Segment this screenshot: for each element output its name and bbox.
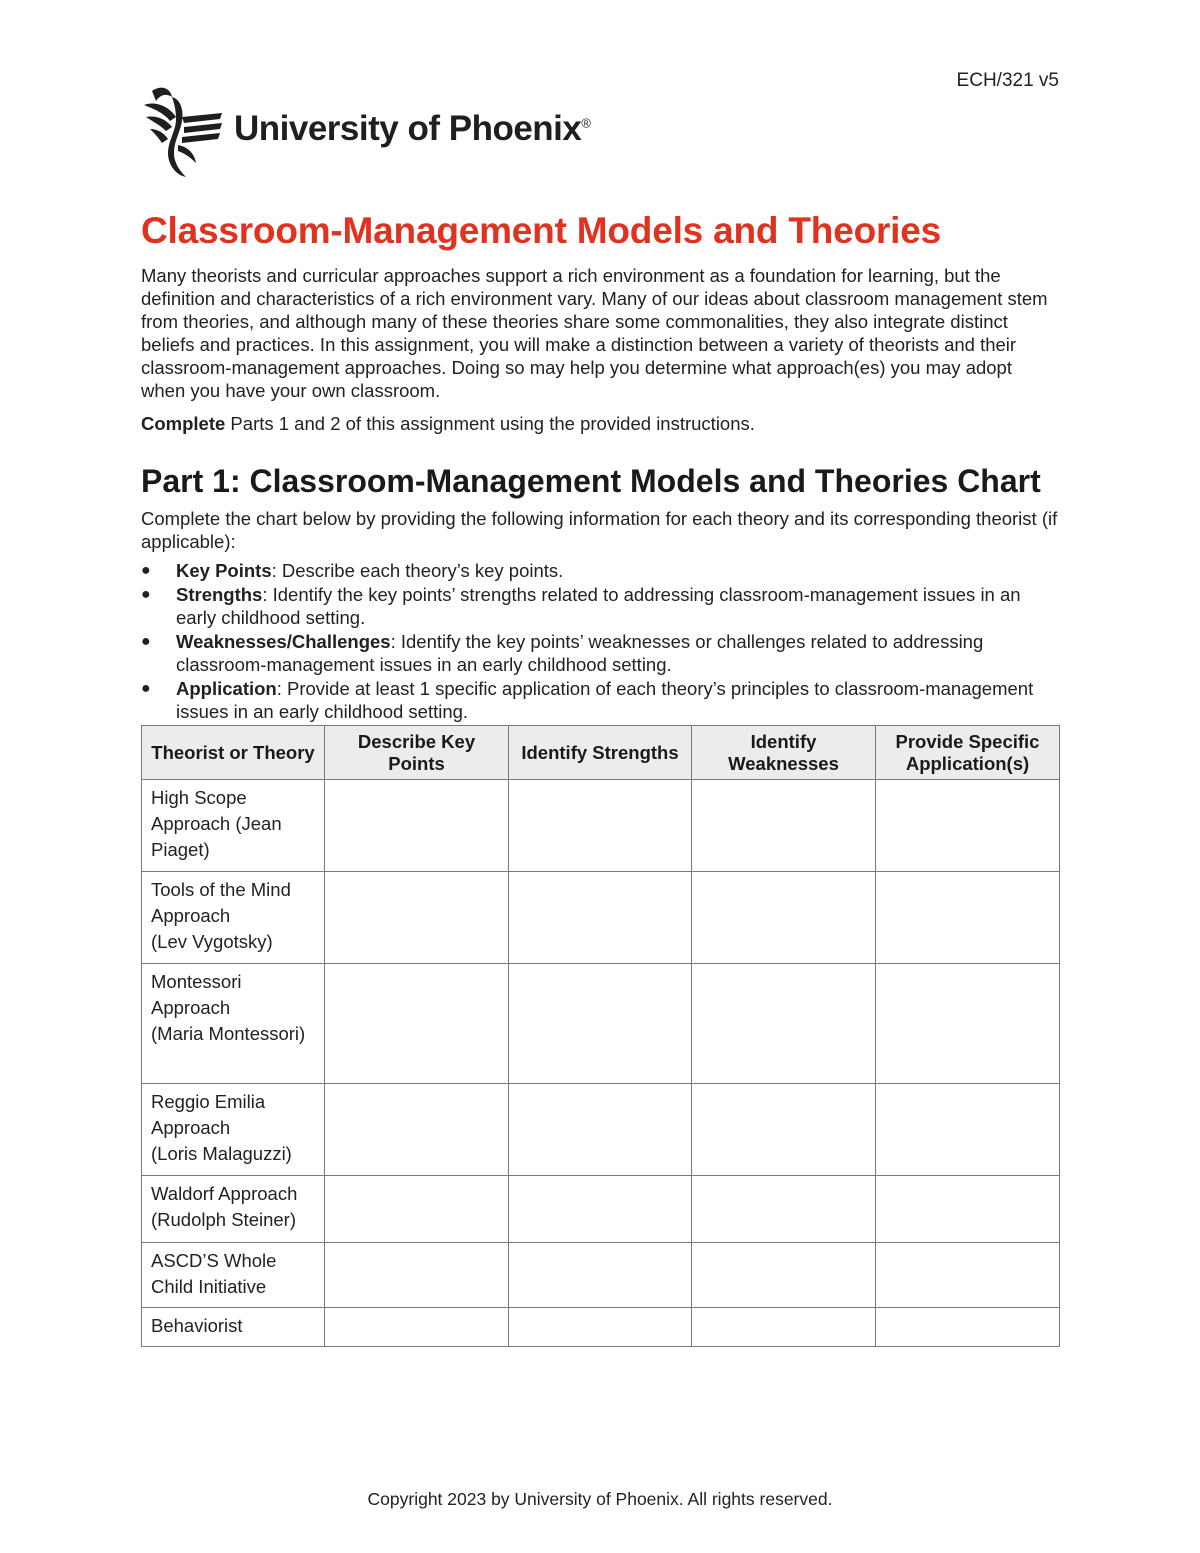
theory-cell: ASCD’S Whole Child Initiative: [142, 1243, 325, 1308]
application-cell[interactable]: [876, 872, 1060, 964]
key-points-cell[interactable]: [325, 1176, 509, 1243]
theory-cell: High Scope Approach (Jean Piaget): [142, 780, 325, 872]
strengths-cell[interactable]: [509, 872, 692, 964]
strengths-cell[interactable]: [509, 1084, 692, 1176]
bullet-icon: ●: [141, 562, 151, 579]
bullet-icon: ●: [141, 586, 151, 603]
instruction-paragraph: Complete Parts 1 and 2 of this assignment using the provided instructions.: [141, 413, 755, 434]
weaknesses-cell[interactable]: [692, 964, 876, 1084]
criteria-list: [141, 559, 1061, 723]
strengths-cell[interactable]: [509, 1308, 692, 1347]
table-row: [142, 1084, 1060, 1176]
application-cell[interactable]: [876, 1243, 1060, 1308]
weaknesses-cell[interactable]: [692, 1243, 876, 1308]
weaknesses-cell[interactable]: [692, 1308, 876, 1347]
weaknesses-cell[interactable]: [692, 1176, 876, 1243]
table-row: [142, 872, 1060, 964]
column-header-theorist: Theorist or Theory: [142, 726, 325, 780]
column-header-weaknesses: Identify Weaknesses: [692, 726, 876, 780]
phoenix-bird-icon: [140, 83, 224, 179]
theory-cell: Reggio Emilia Approach (Loris Malaguzzi): [142, 1084, 325, 1176]
university-logo: [140, 82, 590, 180]
strengths-cell[interactable]: [509, 1176, 692, 1243]
bullet-icon: ●: [141, 680, 151, 697]
table-row: [142, 964, 1060, 1084]
document-body: [141, 210, 1061, 1347]
column-header-application: Provide Specific Application(s): [876, 726, 1060, 780]
weaknesses-cell[interactable]: [692, 1084, 876, 1176]
list-item: ● Key Points: Describe each theory’s key points.: [141, 560, 564, 581]
course-code: ECH/321 v5: [956, 70, 1059, 91]
table-header-row: [142, 726, 1060, 780]
table-row: [142, 1176, 1060, 1243]
weaknesses-cell[interactable]: [692, 780, 876, 872]
key-points-cell[interactable]: [325, 872, 509, 964]
strengths-cell[interactable]: [509, 1243, 692, 1308]
document-title: Classroom-Management Models and Theories: [141, 210, 942, 251]
table-row: [142, 1308, 1060, 1347]
weaknesses-cell[interactable]: [692, 872, 876, 964]
list-item: ● Application: Provide at least 1 specific application of each theory’s principles to classroom-management issues in an early childhood setting.: [141, 678, 1034, 722]
part1-heading: Part 1: Classroom-Management Models and Theories Chart: [141, 463, 1041, 499]
application-cell[interactable]: [876, 1084, 1060, 1176]
theory-cell: Waldorf Approach (Rudolph Steiner): [142, 1176, 325, 1243]
application-cell[interactable]: [876, 780, 1060, 872]
strengths-cell[interactable]: [509, 964, 692, 1084]
theory-cell: Tools of the Mind Approach (Lev Vygotsky): [142, 872, 325, 964]
key-points-cell[interactable]: [325, 964, 509, 1084]
list-item: ● Weaknesses/Challenges: Identify the key points’ weaknesses or challenges related to addressing classroom-management issues in an early childhood setting.: [141, 631, 984, 675]
key-points-cell[interactable]: [325, 1308, 509, 1347]
column-header-strengths: Identify Strengths: [509, 726, 692, 780]
theories-chart-table: [141, 725, 1060, 1347]
table-row: [142, 1243, 1060, 1308]
key-points-cell[interactable]: [325, 1243, 509, 1308]
strengths-cell[interactable]: [509, 780, 692, 872]
application-cell[interactable]: [876, 1176, 1060, 1243]
table-row: [142, 780, 1060, 872]
university-name: University of Phoenix®: [234, 109, 591, 148]
list-item: ● Strengths: Identify the key points’ strengths related to addressing classroom-management issues in an early childhood setting.: [141, 584, 1021, 628]
application-cell[interactable]: [876, 1308, 1060, 1347]
application-cell[interactable]: [876, 964, 1060, 1084]
part1-intro: Complete the chart below by providing the following information for each theory and its corresponding theorist (if applicable):: [141, 508, 1058, 552]
key-points-cell[interactable]: [325, 780, 509, 872]
bullet-icon: ●: [141, 633, 151, 650]
key-points-cell[interactable]: [325, 1084, 509, 1176]
column-header-key-points: Describe Key Points: [325, 726, 509, 780]
theory-cell: Behaviorist: [142, 1308, 325, 1347]
copyright-footer: Copyright 2023 by University of Phoenix. All rights reserved.: [367, 1489, 833, 1509]
theory-cell: Montessori Approach (Maria Montessori): [142, 964, 325, 1084]
intro-paragraph: Many theorists and curricular approaches support a rich environment as a foundation for learning, but the definition and characteristics of a rich environment vary. Many of our ideas about classroom management stem from theories, and although many of these theories share some commonalities, they also integrate distinct beliefs and practices. In this assignment, you will make a distinction between a variety of theorists and their classroom-management approaches. Doing so may help you determine what approach(es) you may adopt when you have your own classroom.: [141, 265, 1048, 401]
